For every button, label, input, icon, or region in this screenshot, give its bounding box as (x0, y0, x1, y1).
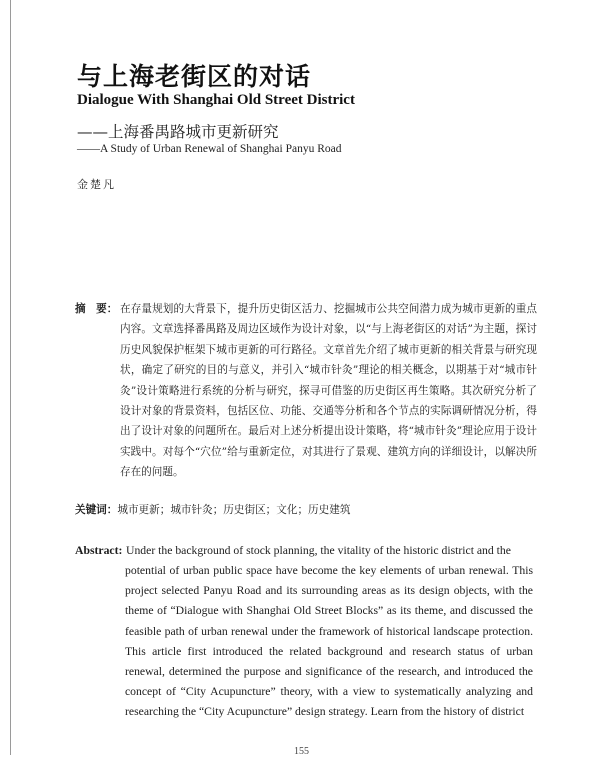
title-chinese: 与上海老街区的对话 (77, 62, 312, 91)
abstract-english-first-line: Under the background of stock planning, the vitality of the historic district and the (126, 544, 511, 557)
page-edge-line (10, 0, 11, 755)
abstract-chinese-label: 摘 要： (75, 303, 118, 315)
abstract-english-text: potential of urban public space have become the key elements of urban renewal. This project selected Panyu Road and its surrounding areas as its design objects, with the theme of “Dialogue with Shanghai Old Street Blocks” as its theme, and discussed the feasible path of urban renewal under the framework of historical landscape protection. This article first introduced the related background and research status of urban renewal, determined the purpose and significance of the research, and introduced the concept of “City Acupuncture” theory, with a view to systematically analyzing and researching the “City Acupuncture” design strategy. Learn from the history of district (125, 564, 533, 719)
author-name: 金楚凡 (77, 178, 116, 191)
keywords (75, 501, 537, 519)
keywords-text: 城市更新；城市针灸；历史街区；文化；历史建筑 (117, 504, 351, 516)
abstract-chinese-text: 在存量规划的大背景下，提升历史街区活力、挖掘城市公共空间潜力成为城市更新的重点内容。文章选择番禺路及周边区域作为设计对象，以“与上海老街区的对话”为主题，探讨历史风貌保护框架下城市更新的可行路径。文章首先介绍了城市更新的相关背景与研究现状，确定了研究的目的与意义，并引入“城市针灸”理论的相关概念，以期基于对“城市针灸”设计策略进行系统的分析与研究，探寻可借鉴的历史街区再生策略。其次研究分析了设计对象的背景资料，包括区位、功能、交通等分析和各个节点的实际调研情况分析，得出了设计对象的问题所在。最后对上述分析提出设计策略，将“城市针灸”理论应用于设计实践中。对每个“穴位”给与重新定位，对其进行了景观、建筑方向的详细设计，以解决所存在的问题。 (120, 303, 537, 479)
keywords-label: 关键词： (75, 504, 118, 516)
abstract-chinese (75, 299, 537, 483)
page-number: 155 (294, 746, 309, 757)
subtitle-english: ——A Study of Urban Renewal of Shanghai Panyu Road (77, 143, 342, 155)
abstract-english-label: Abstract: (75, 544, 123, 557)
abstract-english (75, 541, 533, 722)
subtitle-chinese: ——上海番禺路城市更新研究 (77, 123, 279, 141)
title-english: Dialogue With Shanghai Old Street District (77, 92, 355, 108)
